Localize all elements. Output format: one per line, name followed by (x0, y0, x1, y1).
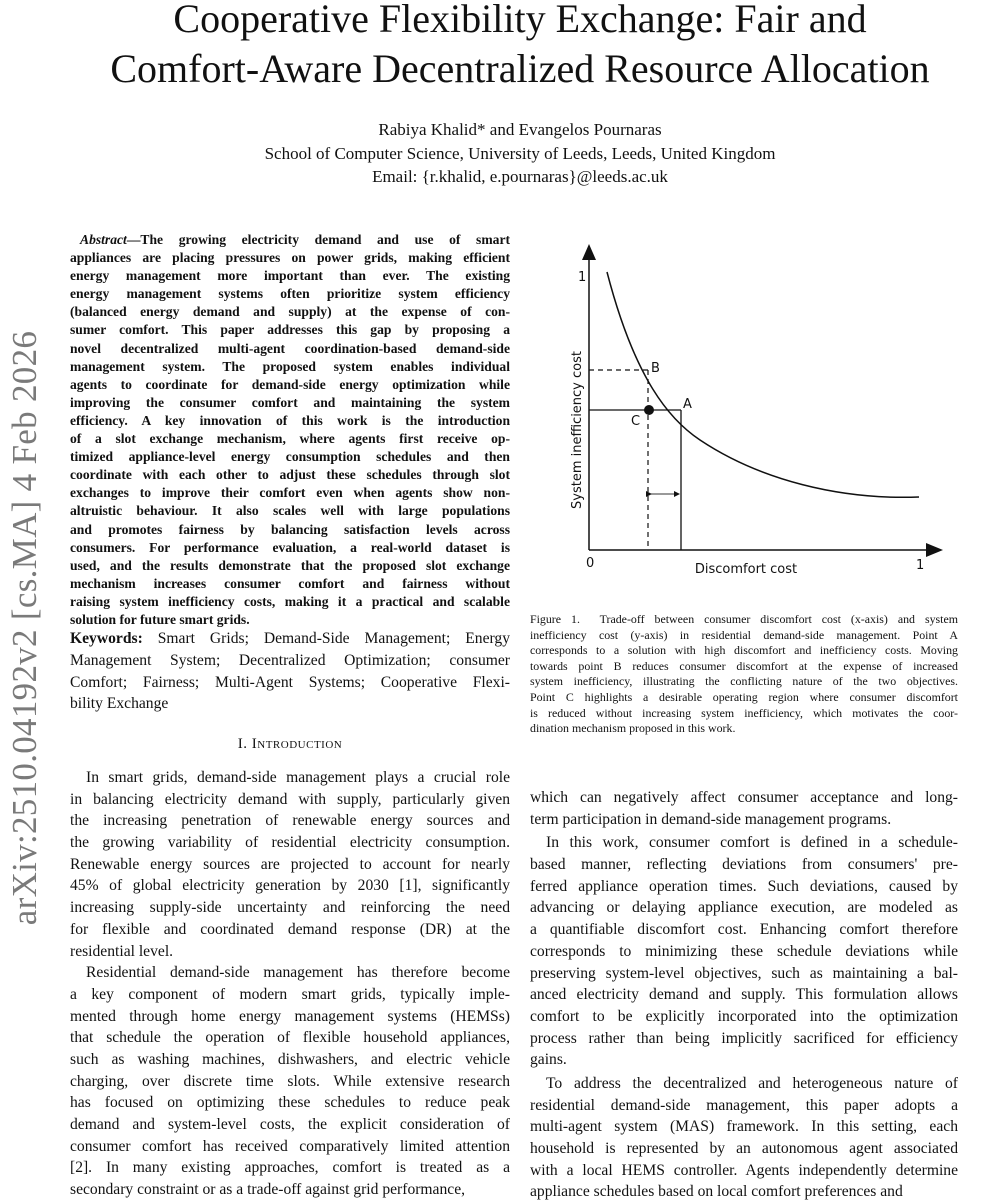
paragraph-line: secondary constraint or as a trade-off against grid performance, (70, 1181, 466, 1199)
paragraph-line: which can negatively affect consumer acceptance and long- (530, 789, 958, 806)
abstract-line: and promotes fairness by balancing satisfaction levels across (70, 521, 510, 537)
paragraph-line: mented through home energy management systems (HEMSs) (70, 1007, 510, 1025)
caption-line: is reduced without increasing system inefficiency, which motivates the coor- (530, 705, 958, 720)
paragraph-line: that schedule the operation of flexible household appliances, (70, 1029, 510, 1047)
abstract-line: (balanced energy demand and supply) at the expense of con- (70, 304, 510, 320)
paragraph-line: multi-agent system (MAS) framework. In this setting, each (530, 1118, 958, 1136)
paragraph-line: corresponds to minimizing these schedule deviations while (530, 942, 958, 960)
abstract-line: altruistic behaviour. It also scales well with large populations (70, 503, 510, 519)
y-axis-arrow-icon (582, 244, 596, 260)
paragraph-line: charging, over discrete time slots. While extensive research (70, 1072, 510, 1090)
y-max-label: 1 (578, 270, 587, 285)
caption-line: Point C highlights a desirable operating region where consumer discomfort (530, 689, 958, 704)
caption-line: system inefficiency, illustrating the conflicting nature of the two objectives. (530, 674, 958, 689)
paragraph-line: in balancing electricity demand with supply, particularly given (70, 790, 510, 808)
paper-title-line-1: Cooperative Flexibility Exchange: Fair and (173, 0, 867, 41)
abstract-line: energy management more important than ever. The existing (70, 268, 510, 284)
paragraph-line: has focused on optimizing these schedules to reduce peak (70, 1094, 510, 1112)
keywords-label: Keywords: (70, 630, 143, 647)
paragraph-line: preserving system-level objectives, such as maintaining a bal- (530, 964, 958, 982)
abstract-text: —The growing electricity demand and use of smart (126, 232, 510, 247)
authors: Rabiya Khalid* and Evangelos Pournaras (378, 120, 662, 139)
paragraph-line: Residential demand-side management has therefore become (86, 964, 510, 982)
caption-line: towards point B reduces consumer discomfort at the expense of increased (530, 658, 958, 673)
arxiv-stamp: arXiv:2510.04192v2 [cs.MA] 4 Feb 2026 (5, 330, 44, 926)
paragraph-line: demand and system-level costs, the explicit consideration of (70, 1116, 510, 1133)
abstract-line: consumers. For performance evaluation, a real-world dataset is (70, 539, 510, 555)
abstract-line: energy management systems often prioritize system efficiency (70, 286, 510, 302)
paragraph-line: anced electricity demand and supply. This formulation allows (530, 986, 958, 1004)
paragraph-line: household is represented by an autonomous agent associated (530, 1140, 958, 1157)
abstract-line: management system. The proposed system enables individual (70, 358, 510, 374)
caption-line: inefficiency cost (y-axis) in residential demand-side management. Point A (530, 627, 958, 642)
point-c-label: C (631, 414, 641, 429)
paragraph-line: Renewable energy sources are projected to account for nearly (70, 855, 510, 873)
abstract-line: novel decentralized multi-agent coordination-based demand-side (70, 340, 510, 356)
abstract (70, 231, 510, 629)
paragraph-line: such as washing machines, dishwashers, and electric vehicle (70, 1050, 510, 1068)
abstract-line: sumer comfort. This paper addresses this gap by proposing a (70, 322, 510, 338)
paragraph-line: process rather than being implicitly sacrificed for efficiency (530, 1029, 958, 1047)
left-column-body (70, 767, 510, 1200)
paragraph-line: consumer comfort has received comparatively limited attention (70, 1137, 510, 1155)
abstract-line: solution for future smart grids. (70, 611, 250, 627)
abstract-line: efficiency. A key innovation of this work is the introduction (70, 412, 510, 428)
paragraph-line: a quantifiable discomfort cost. Enhancing comfort therefore (530, 921, 958, 939)
paragraph-line: In this work, consumer comfort is defined in a schedule- (546, 834, 958, 852)
email: Email: {r.khalid, e.pournaras}@leeds.ac.uk (372, 167, 668, 186)
caption-line: corresponds to a solution with high discomfort and inefficiency costs. Moving (530, 643, 958, 658)
paragraph-line: gains. (530, 1051, 567, 1069)
keywords-line: bility Exchange (70, 695, 169, 713)
abstract-line (70, 231, 510, 249)
keywords-text: Smart Grids; Demand-Side Management; Energy (142, 630, 510, 647)
paragraph-line: a key component of modern smart grids, typically imple- (70, 985, 510, 1003)
paragraph-line: In smart grids, demand-side management plays a crucial role (86, 769, 510, 786)
abstract-line: of a slot exchange mechanism, where agents first receive op- (70, 431, 510, 447)
paragraph-line: for flexible and coordinated demand response (DR) at the (70, 920, 510, 938)
paper-title-line-2: Comfort-Aware Decentralized Resource Allocation (110, 46, 930, 91)
abstract-line: used, and the results demonstrate that the proposed slot exchange (70, 557, 510, 573)
right-column-body (530, 787, 958, 1200)
origin-label: 0 (586, 556, 595, 571)
paragraph-line: residential level. (70, 942, 174, 960)
paragraph-line: the growing variability of residential electricity consumption. (70, 834, 510, 852)
paragraph-line: comfort to be explicitly incorporated into the optimization (530, 1007, 958, 1025)
abstract-line: agents to coordinate for demand-side energy optimization while (70, 376, 510, 392)
paragraph-line: the increasing penetration of renewable energy sources and (70, 812, 510, 830)
x-axis-arrow-icon (926, 543, 943, 557)
pareto-curve (607, 272, 919, 497)
abstract-line: exchanges to improve their comfort even when agents show non- (70, 485, 510, 501)
keywords (70, 628, 510, 715)
paragraph-line: residential demand-side management, this paper adopts a (530, 1096, 958, 1114)
abstract-line: appliances are placing pressures on power grids, making efficient (70, 250, 510, 266)
y-axis-label: System inefficiency cost (570, 351, 585, 509)
keywords-line: Management System; Decentralized Optimization; consumer (70, 651, 510, 669)
paragraph-line: with a local HEMS controller. Agents independently determine (530, 1161, 958, 1179)
abstract-line: improving the consumer comfort and maintaining the system (70, 394, 510, 410)
section-heading: I. Introduction (237, 736, 343, 752)
figure-caption (530, 612, 958, 737)
figure-1-tradeoff-plot (540, 230, 985, 590)
abstract-line: coordinate with each other to adjust these schedules through slot (70, 467, 510, 483)
paragraph-line: To address the decentralized and heterogeneous nature of (546, 1074, 958, 1092)
abstract-line: raising system inefficiency costs, making it a practical and scalable (70, 593, 510, 609)
paragraph-line: based manner, reflecting deviations from consumers' pre- (530, 856, 958, 874)
point-a-label: A (683, 397, 692, 412)
x-max-label: 1 (916, 558, 925, 573)
caption-line: Figure 1. Trade-off between consumer discomfort cost (x-axis) and system (530, 612, 958, 626)
affiliation: School of Computer Science, University of Leeds, Leeds, United Kingdom (264, 144, 776, 163)
keywords-line (70, 628, 510, 650)
abstract-line: timized appliance-level energy consumption schedules and then (70, 449, 510, 465)
paragraph-line: ferred appliance operation times. Such deviations, caused by (530, 877, 958, 895)
paragraph-line: appliance schedules based on local comfort preferences and (530, 1183, 903, 1200)
paragraph-line: [2]. In many existing approaches, comfort is treated as a (70, 1159, 510, 1177)
caption-line: dination mechanism proposed in this work. (530, 721, 736, 736)
paragraph-line: term participation in demand-side management programs. (530, 810, 892, 828)
paragraph-line: 45% of global electricity generation by 2030 [1], significantly (70, 877, 510, 895)
keywords-line: Comfort; Fairness; Multi-Agent Systems; Cooperative Flexi- (70, 673, 510, 691)
point-c-marker (644, 405, 654, 415)
abstract-line: mechanism increases consumer comfort and fairness without (70, 575, 510, 591)
paragraph-line: advancing or delaying appliance execution, are modeled as (530, 899, 958, 917)
paragraph-line: increasing supply-side uncertainty and reinforcing the need (70, 899, 510, 917)
x-axis-label: Discomfort cost (694, 562, 798, 577)
abstract-label: Abstract (80, 232, 127, 247)
point-b-label: B (651, 361, 660, 376)
